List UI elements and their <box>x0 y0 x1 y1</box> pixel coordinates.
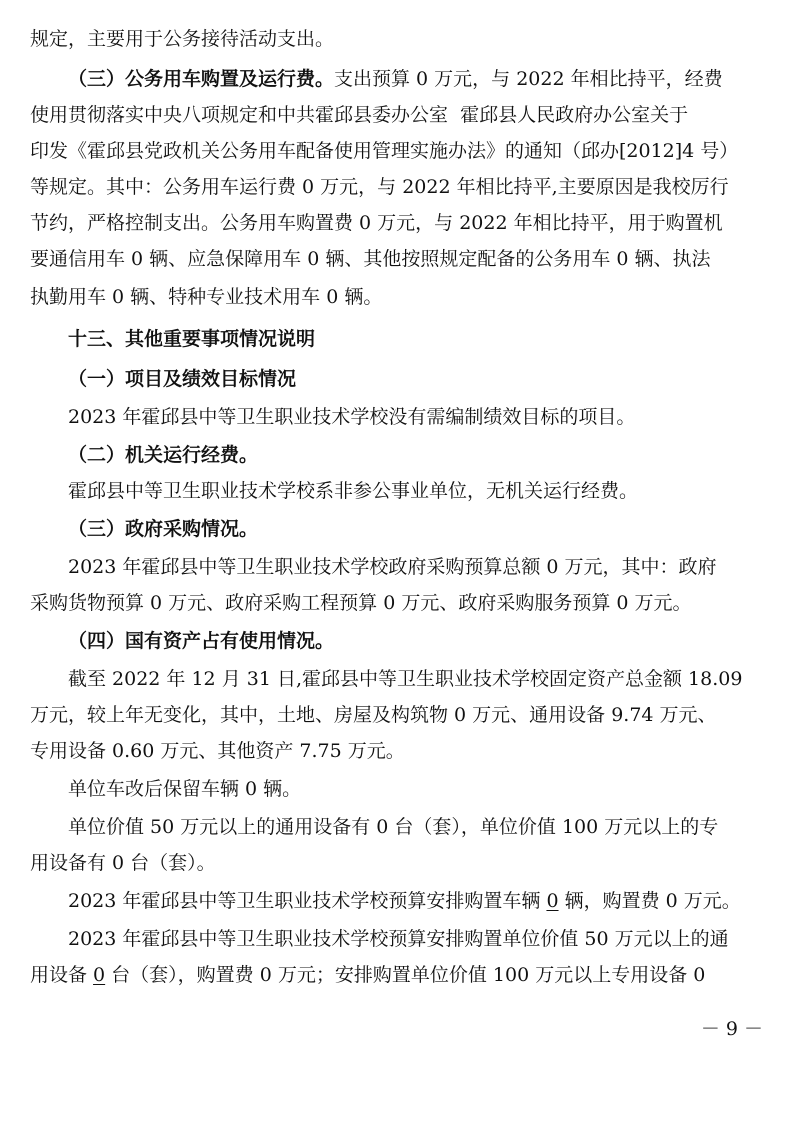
subheading-text: （四）国有资产占有使用情况。 <box>68 630 335 652</box>
text-line <box>0 846 793 880</box>
text-line-content: 单位价值 50 万元以上的通用设备有 0 台（套），单位价值 100 万元以上的专 <box>68 816 719 838</box>
section-heading <box>0 322 793 356</box>
text-line <box>0 810 793 844</box>
text-line <box>0 662 793 696</box>
text-line-content: 用设备有 0 台（套）。 <box>30 852 216 874</box>
text-line <box>0 586 793 620</box>
text-line <box>0 734 793 768</box>
subheading <box>0 438 793 472</box>
text-line-content: 霍邱县中等卫生职业技术学校系非参公事业单位，无机关运行经费。 <box>68 480 639 502</box>
text-line <box>0 134 793 168</box>
text-line <box>0 400 793 434</box>
page-number: － 9 － <box>700 1018 763 1040</box>
underlined-value: 0 <box>93 964 106 986</box>
text-line <box>0 698 793 732</box>
underlined-value: 0 <box>546 890 559 912</box>
text-line-content: 台（套），购置费 0 万元；安排购置单位价值 100 万元以上专用设备 0 <box>105 964 706 986</box>
text-line-content: 规定，主要用于公务接待活动支出。 <box>30 28 335 50</box>
text-line <box>0 62 793 96</box>
text-line <box>0 170 793 204</box>
text-line <box>0 206 793 240</box>
text-line-content: 2023 年霍邱县中等卫生职业技术学校预算安排购置车辆 <box>68 890 547 912</box>
text-line-content: 2023 年霍邱县中等卫生职业技术学校政府采购预算总额 0 万元，其中：政府 <box>68 556 717 578</box>
text-line-content: 用设备 <box>30 964 94 986</box>
subheading-inline: （三）公务用车购置及运行费。 <box>68 68 335 90</box>
subheading <box>0 624 793 658</box>
text-line-content: 使用贯彻落实中央八项规定和中共霍邱县委办公室 霍邱县人民政府办公室关于 <box>30 104 689 126</box>
text-line-content: 专用设备 0.60 万元、其他资产 7.75 万元。 <box>30 740 405 762</box>
text-line-content: 采购货物预算 0 万元、政府采购工程预算 0 万元、政府采购服务预算 0 万元。 <box>30 592 692 614</box>
text-line-content: 截至 2022 年 12 月 31 日,霍邱县中等卫生职业技术学校固定资产总金额 18.09 <box>68 668 743 690</box>
text-line-content: 印发《霍邱县党政机关公务用车配备使用管理实施办法》的通知（邱办[2012]4 号） <box>30 140 739 162</box>
text-line <box>0 884 793 918</box>
text-line <box>0 98 793 132</box>
text-line-content: 2023 年霍邱县中等卫生职业技术学校没有需编制绩效目标的项目。 <box>68 406 636 428</box>
text-line-content: 要通信用车 0 辆、应急保障用车 0 辆、其他按照规定配备的公务用车 0 辆、执法 <box>30 248 711 270</box>
text-line-content: 节约，严格控制支出。公务用车购置费 0 万元，与 2022 年相比持平，用于购置机 <box>30 212 723 234</box>
text-line-content: 支出预算 0 万元，与 2022 年相比持平，经费 <box>334 68 723 90</box>
text-line <box>0 474 793 508</box>
subheading <box>0 512 793 546</box>
text-line <box>0 958 793 992</box>
text-line <box>0 22 793 56</box>
section-heading-text: 十三、其他重要事项情况说明 <box>68 328 316 350</box>
text-line-content: 等规定。其中：公务用车运行费 0 万元，与 2022 年相比持平,主要原因是我校厉行 <box>30 176 729 198</box>
text-line-content: 2023 年霍邱县中等卫生职业技术学校预算安排购置单位价值 50 万元以上的通 <box>68 928 729 950</box>
text-line-content: 单位车改后保留车辆 0 辆。 <box>68 778 302 800</box>
text-line-content: 辆，购置费 0 万元。 <box>558 890 741 912</box>
text-line-content: 万元，较上年无变化，其中，土地、房屋及构筑物 0 万元、通用设备 9.74 万元、 <box>30 704 717 726</box>
text-line <box>0 280 793 314</box>
subheading-text: （三）政府采购情况。 <box>68 518 259 540</box>
subheading-text: （二）机关运行经费。 <box>68 444 259 466</box>
text-line <box>0 772 793 806</box>
subheading <box>0 362 793 396</box>
text-line-content: 执勤用车 0 辆、特种专业技术用车 0 辆。 <box>30 286 383 308</box>
text-line <box>0 922 793 956</box>
text-line <box>0 242 793 276</box>
text-line <box>0 550 793 584</box>
subheading-text: （一）项目及绩效目标情况 <box>68 368 297 390</box>
